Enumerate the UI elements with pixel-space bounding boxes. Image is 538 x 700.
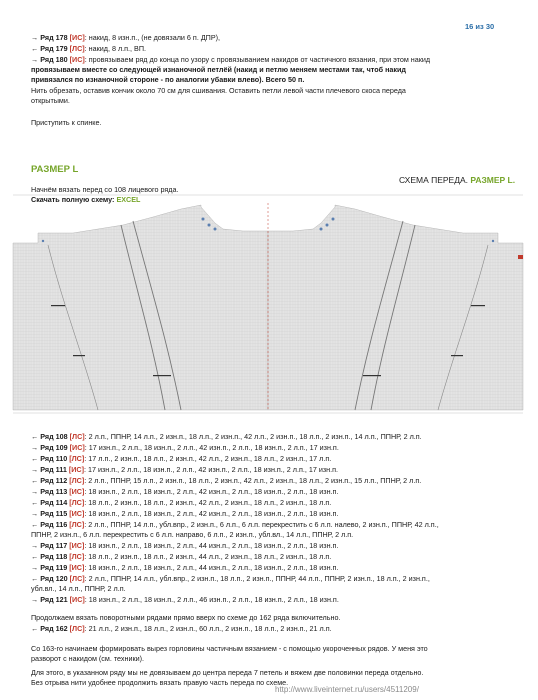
excel-link[interactable]: EXCEL: [116, 195, 141, 204]
p-final-b: Без отрыва нити удобнее продолжить вязать правую часть переда по схеме.: [31, 678, 289, 687]
download-line: Скачать полную схему: EXCEL: [31, 195, 141, 204]
watermark: http://www.liveinternet.ru/users/4511209/: [275, 685, 419, 694]
row-179: ← Ряд 179 [ЛС]: накид, 8 л.п., ВП.: [31, 44, 147, 53]
begin-front: Начнём вязать перед со 108 лицевого ряда.: [31, 185, 179, 194]
row-111: → Ряд 111 [ИС]: 17 изн.п., 2 л.п., 18 изн.п., 2 л.п., 42 изн.п., 2 л.п., 18 изн.п., 2 л.п., 17 изн.п.: [31, 465, 339, 474]
row-112: ← Ряд 112 [ЛС]: 2 л.п., ППНР, 15 л.п., 2 изн.п., 18 л.п., 2 изн.п., 42 л.п., 2 изн.п., 18 л.п., 2 изн.п., 15 л.п., ППНР, 2 л.п.: [31, 476, 422, 485]
row-114: ← Ряд 114 [ЛС]: 18 л.п., 2 изн.п., 18 л.п., 2 изн.п., 42 л.п., 2 изн.п., 18 л.п., 2 изн.п., 18 л.п.: [31, 498, 332, 507]
p-final-a: Для этого, в указанном ряду мы не довязываем до центра переда 7 петель и вяжем две половинки переда отдельно.: [31, 668, 424, 677]
start-back: Приступить к спинке.: [31, 118, 102, 127]
row-121: → Ряд 121 [ИС]: 18 изн.п., 2 л.п., 18 изн.п., 2 л.п., 46 изн.п., 2 л.п., 18 изн.п., 2 л.п., 18 изн.п.: [31, 595, 339, 604]
size-heading: РАЗМЕР L: [31, 164, 79, 175]
row-115: → Ряд 115 [ИС]: 18 изн.п., 2 л.п., 18 изн.п., 2 л.п., 42 изн.п., 2 л.п., 18 изн.п., 2 л.п., 18 изн.п.: [31, 509, 339, 518]
schema-title: СХЕМА ПЕРЕДА. РАЗМЕР L.: [399, 175, 516, 185]
knitting-chart: [3, 185, 533, 425]
cut-text-2: открытыми.: [31, 96, 70, 105]
row-118: ← Ряд 118 [ЛС]: 18 л.п., 2 изн.п., 18 л.п., 2 изн.п., 44 л.п., 2 изн.п., 18 л.п., 2 изн.п., 18 л.п.: [31, 552, 332, 561]
row-119: → Ряд 119 [ИС]: 18 изн.п., 2 л.п., 18 изн.п., 2 л.п., 44 изн.п., 2 л.п., 18 изн.п., 2 л.п., 18 изн.п.: [31, 563, 339, 572]
continue-text: Продолжаем вязать поворотными рядами прямо вверх по схеме до 162 ряда включительно.: [31, 613, 341, 622]
row-113: → Ряд 113 [ИС]: 18 изн.п., 2 л.п., 18 изн.п., 2 л.п., 42 изн.п., 2 л.п., 18 изн.п., 2 л.п., 18 изн.п.: [31, 487, 339, 496]
row-180-cont-2: привязался по изнаночной стороне - по аналогии убавки влево). Всего 50 п.: [31, 75, 305, 84]
row-180: → Ряд 180 [ИС]: провязываем ряд до конца по узору с провязыванием накидов от частичного вязания, при этом накид: [31, 55, 431, 64]
row-162: ← Ряд 162 [ЛС]: 21 л.п., 2 изн.п., 18 л.п., 2 изн.п., 60 л.п., 2 изн.п., 18 л.п., 2 изн.п., 21 л.п.: [31, 624, 332, 633]
row-120-cont: убл.вл., 14 л.п., ППНР, 2 л.п.: [31, 584, 126, 593]
p163-b: разворот с накидом (см. техники).: [31, 654, 145, 663]
row-110: ← Ряд 110 [ЛС]: 17 л.п., 2 изн.п., 18 л.п., 2 изн.п., 42 л.п., 2 изн.п., 18 л.п., 2 изн.п., 17 л.п.: [31, 454, 332, 463]
row-178: → Ряд 178 [ИС]: накид, 8 изн.п., (не довязали 6 п. ДПР),: [31, 33, 221, 42]
row-117: → Ряд 117 [ИС]: 18 изн.п., 2 л.п., 18 изн.п., 2 л.п., 44 изн.п., 2 л.п., 18 изн.п., 2 л.п., 18 изн.п.: [31, 541, 339, 550]
row-180-cont-1: провязываем вместе со следующей изнаночной петлёй (накид и петлю меняем местами так, чтоб накид: [31, 65, 406, 74]
p163-a: Со 163-го начинаем формировать вырез горловины частичным вязанием - с помощью укороченных рядов. У меня это: [31, 644, 428, 653]
row-116: ← Ряд 116 [ЛС]: 2 л.п., ППНР, 14 л.п., убл.впр., 2 изн.п., 6 л.п., 6 л.п. перекрестить с 6 л.п. налево, 2 изн.п., ППНР, 42 л.п.,: [31, 520, 439, 529]
row-108: ← Ряд 108 [ЛС]: 2 л.п., ППНР, 14 л.п., 2 изн.п., 18 л.п., 2 изн.п., 42 л.п., 2 изн.п., 18 л.п., 2 изн.п., 14 л.п., ППНР, 2 л.п.: [31, 432, 422, 441]
row-120: ← Ряд 120 [ЛС]: 2 л.п., ППНР, 14 л.п., убл.впр., 2 изн.п., 18 л.п., 2 изн.п., ППНР, 44 л.п., ППНР, 2 изн.п., 18 л.п., 2 изн.п.,: [31, 574, 430, 583]
page-number: 16 из 30: [465, 22, 495, 31]
row-109: → Ряд 109 [ИС]: 17 изн.п., 2 л.п., 18 изн.п., 2 л.п., 42 изн.п., 2 л.п., 18 изн.п., 2 л.п., 17 изн.п.: [31, 443, 339, 452]
row-116-cont: ППНР, 2 изн.п., 6 л.п. перекрестить с 6 л.п. направо, 6 л.п., 2 изн.п., убл.вл., 14 л.п., ППНР, 2 л.п.: [31, 530, 354, 539]
cut-text-1: Нить обрезать, оставив кончик около 70 см для сшивания. Оставить петли левой части плечевого скоса переда: [31, 86, 406, 95]
